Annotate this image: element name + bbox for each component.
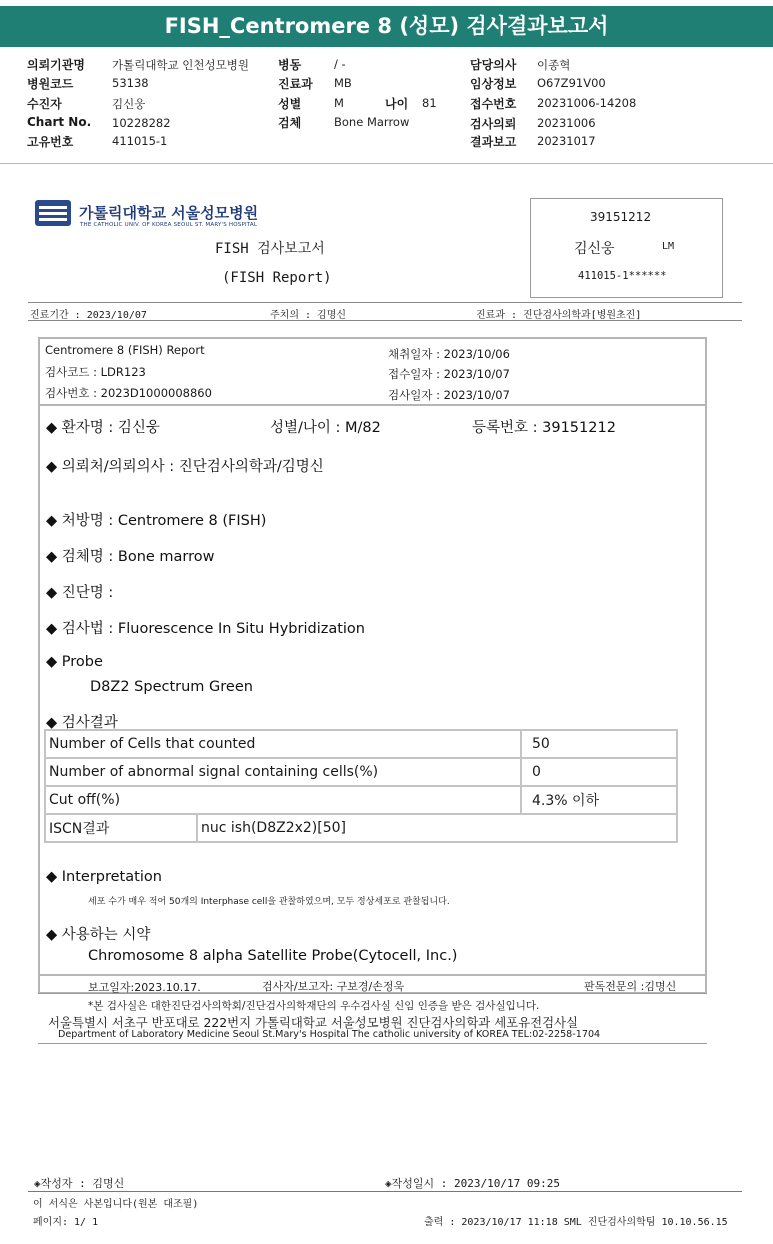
value-doctor: 이종혁 [537, 58, 571, 72]
sex-age: 성별/나이 : M/82 [270, 420, 381, 436]
value-hospital-code: 53138 [112, 76, 149, 90]
value-patient: 김신웅 [112, 97, 146, 111]
specimen-name: ◆ 검체명 : Bone marrow [46, 549, 215, 565]
registration-no: 등록번호 : 39151212 [472, 420, 616, 436]
report-date: 보고일자:2023.10.17. [88, 981, 201, 994]
iscn-label: ISCN결과 [45, 814, 197, 842]
label-request-date: 검사의뢰 [470, 117, 517, 131]
reagent-value: Chromosome 8 alpha Satellite Probe(Cytocell, Inc.) [88, 948, 458, 964]
label-report-date: 결과보고 [470, 135, 517, 149]
id-box-name: 김신웅 [574, 241, 615, 257]
label-unique-no: 고유번호 [27, 135, 74, 149]
label-clinical-info: 임상정보 [470, 77, 517, 91]
header-divider [0, 163, 773, 164]
period-mid: 주치의 : 김명신 [270, 310, 347, 321]
box-test-code: 검사코드 : LDR123 [45, 365, 146, 379]
label-doctor: 담당의사 [470, 58, 517, 72]
print-info: 출력 : 2023/10/17 11:18 SML 진단검사의학팀 10.10.56.15 [424, 1217, 728, 1228]
period-bottom-line [28, 320, 742, 321]
result-value: 4.3% 이하 [521, 786, 677, 814]
hospital-name: 가톨릭대학교 서울성모병원 [79, 204, 259, 222]
iscn-value: nuc ish(D8Z2x2)[50] [197, 814, 677, 842]
box-header-divider [38, 404, 707, 406]
patient-name: ◆ 환자명 : 김신웅 [46, 420, 160, 436]
report-footer-divider [38, 974, 707, 976]
doc-subtitle: (FISH Report) [222, 270, 332, 286]
table-row [45, 758, 677, 786]
id-box-reg: 411015-1****** [578, 270, 667, 282]
value-sex: M [334, 96, 344, 110]
value-clinical-info: O67Z91V00 [537, 76, 606, 90]
copy-note: 이 서식은 사본입니다(원본 대조필) [33, 1199, 199, 1210]
label-department: 진료과 [278, 77, 313, 91]
box-collect-date: 채취일자 : 2023/10/06 [388, 347, 510, 361]
footer-thin-line [38, 993, 707, 994]
result-name: Number of abnormal signal containing cells(%) [45, 758, 521, 786]
id-box-number: 39151212 [590, 210, 652, 224]
box-test-no: 검사번호 : 2023D1000008860 [45, 386, 212, 400]
report-title: FISH_Centromere 8 (성모) 검사결과보고서 [0, 6, 773, 47]
value-receipt-no: 20231006-14208 [537, 96, 637, 110]
table-row [45, 730, 677, 758]
specialist: 판독전문의 :김명신 [584, 980, 677, 993]
interpretation-text: 세포 수가 매우 적어 50개의 Interphase cell을 관찰하였으며, 모두 정상세포로 관찰됩니다. [88, 897, 450, 907]
label-age: 나이 [385, 97, 409, 111]
box-test-name: Centromere 8 (FISH) Report [45, 343, 205, 357]
value-unique-no: 411015-1 [112, 134, 168, 148]
department-english: Department of Laboratory Medicine Seoul St.Mary's Hospital The catholic university of KOREA TEL:02-2258-1704 [58, 1029, 601, 1040]
value-report-date: 20231017 [537, 134, 596, 148]
label-ward: 병동 [278, 58, 302, 72]
report-bottom-line [38, 1043, 707, 1044]
probe-value: D8Z2 Spectrum Green [90, 679, 253, 695]
period-right: 진료과 : 진단검사의학과[병원초진] [476, 310, 642, 321]
label-hospital-code: 병원코드 [27, 77, 74, 91]
diagnosis: ◆ 진단명 : [46, 585, 114, 601]
value-specimen: Bone Marrow [334, 115, 410, 129]
value-ward: / - [334, 57, 346, 71]
probe-label: ◆ Probe [46, 654, 103, 670]
writer: ◈작성자 : 김명신 [34, 1177, 125, 1190]
reporters: 검사자/보고자: 구보경/손정욱 [262, 980, 405, 993]
label-patient: 수진자 [27, 97, 62, 111]
prescription: ◆ 처방명 : Centromere 8 (FISH) [46, 513, 267, 529]
result-name: Number of Cells that counted [45, 730, 521, 758]
page-number: 페이지: 1/ 1 [33, 1217, 99, 1228]
box-receive-date: 접수일자 : 2023/10/07 [388, 367, 510, 381]
result-value: 50 [521, 730, 677, 758]
reagent-label: ◆ 사용하는 시약 [46, 927, 151, 943]
value-age: 81 [422, 96, 437, 110]
box-exam-date: 검사일자 : 2023/10/07 [388, 388, 510, 402]
hospital-logo-icon [35, 200, 71, 226]
method: ◆ 검사법 : Fluorescence In Situ Hybridization [46, 621, 365, 637]
period-top-line [28, 302, 742, 303]
doc-title: FISH 검사보고서 [215, 241, 325, 257]
label-sex: 성별 [278, 97, 302, 111]
footer-line [28, 1191, 742, 1192]
result-label: ◆ 검사결과 [46, 715, 118, 731]
value-request-date: 20231006 [537, 116, 596, 130]
address-line: 서울특별시 서초구 반포대로 222번지 가톨릭대학교 서울성모병원 진단검사의학과 세포유전검사실 [48, 1015, 578, 1030]
value-chart-no: 10228282 [112, 116, 171, 130]
result-name: Cut off(%) [45, 786, 521, 814]
label-specimen: 검체 [278, 116, 302, 130]
interpretation-label: ◆ Interpretation [46, 869, 162, 885]
result-table [44, 729, 678, 843]
value-department: MB [334, 76, 352, 90]
value-institution: 가톨릭대학교 인천성모병원 [112, 58, 249, 72]
result-value: 0 [521, 758, 677, 786]
table-row [45, 814, 677, 842]
referrer: ◆ 의뢰처/의뢰의사 : 진단검사의학과/김명신 [46, 459, 324, 475]
id-box-tag: LM [662, 241, 675, 252]
label-institution: 의뢰기관명 [27, 58, 85, 72]
label-receipt-no: 접수번호 [470, 97, 517, 111]
table-row [45, 786, 677, 814]
written-at: ◈작성일시 : 2023/10/17 09:25 [385, 1177, 560, 1190]
certification-line: *본 검사실은 대한진단검사의학회/진단검사의학재단의 우수검사실 신임 인증을 받은 검사실입니다. [88, 1000, 540, 1012]
label-chart-no: Chart No. [27, 115, 92, 129]
hospital-subtitle: THE CATHOLIC UNIV. OF KOREA SEOUL ST. MARY'S HOSPITAL [80, 222, 258, 228]
period-left: 진료기간 : 2023/10/07 [30, 310, 147, 321]
